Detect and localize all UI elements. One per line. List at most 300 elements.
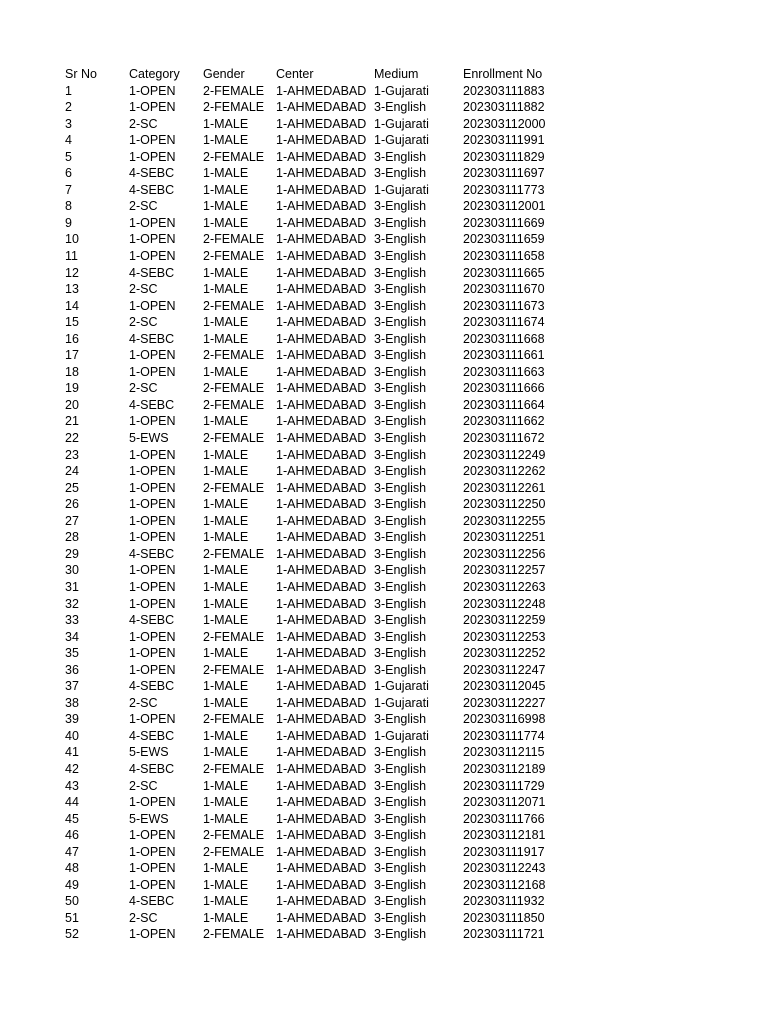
sr-no-cell: 43	[65, 778, 79, 793]
sr-no-cell: 37	[65, 679, 79, 694]
table-row	[65, 926, 563, 943]
sr-no-cell: 19	[65, 381, 79, 396]
table-row	[65, 844, 563, 861]
header-row	[65, 66, 563, 83]
category-cell: 1-OPEN	[129, 149, 176, 164]
gender-cell: 1-MALE	[203, 530, 249, 545]
enrollment-no-cell: 202303111882	[463, 100, 545, 115]
category-cell: 1-OPEN	[129, 927, 176, 942]
category-cell: 1-OPEN	[129, 348, 176, 363]
enrollment-no-cell: 202303111673	[463, 298, 545, 313]
gender-cell: 1-MALE	[203, 464, 249, 479]
table-row	[65, 132, 563, 149]
table-row	[65, 215, 563, 232]
table-row	[65, 331, 563, 348]
sr-no-cell: 18	[65, 364, 79, 379]
enrollment-no-cell: 202303111658	[463, 249, 545, 264]
category-cell: 4-SEBC	[129, 728, 175, 743]
medium-cell: 3-English	[374, 331, 427, 346]
enrollment-no-cell: 202303112248	[463, 596, 546, 611]
medium-cell: 3-English	[374, 397, 427, 412]
medium-cell: 3-English	[374, 530, 427, 545]
category-cell: 1-OPEN	[129, 83, 176, 98]
enrollment-no-cell: 202303111661	[463, 348, 545, 363]
sr-no-cell: 49	[65, 877, 79, 892]
table-row	[65, 827, 563, 844]
enrollment-no-cell: 202303112250	[463, 497, 546, 512]
medium-cell: 3-English	[374, 761, 427, 776]
gender-cell: 1-MALE	[203, 910, 249, 925]
sr-no-cell: 28	[65, 530, 79, 545]
header-medium: Medium	[374, 67, 419, 81]
category-cell: 1-OPEN	[129, 215, 176, 230]
category-cell: 1-OPEN	[129, 100, 176, 115]
enrollment-no-cell: 202303111917	[463, 844, 545, 859]
category-cell: 1-OPEN	[129, 249, 176, 264]
table-row	[65, 413, 563, 430]
table-row	[65, 695, 563, 712]
medium-cell: 1-Gujarati	[374, 679, 429, 694]
center-cell: 1-AHMEDABAD	[276, 927, 367, 942]
center-cell: 1-AHMEDABAD	[276, 563, 367, 578]
center-cell: 1-AHMEDABAD	[276, 828, 367, 843]
gender-cell: 2-FEMALE	[203, 348, 265, 363]
medium-cell: 3-English	[374, 828, 427, 843]
medium-cell: 3-English	[374, 662, 427, 677]
center-cell: 1-AHMEDABAD	[276, 381, 367, 396]
medium-cell: 3-English	[374, 431, 427, 446]
medium-cell: 3-English	[374, 596, 427, 611]
center-cell: 1-AHMEDABAD	[276, 877, 367, 892]
center-cell: 1-AHMEDABAD	[276, 215, 367, 230]
center-cell: 1-AHMEDABAD	[276, 861, 367, 876]
medium-cell: 3-English	[374, 563, 427, 578]
table-row	[65, 480, 563, 497]
category-cell: 1-OPEN	[129, 596, 176, 611]
gender-cell: 2-FEMALE	[203, 546, 265, 561]
sr-no-cell: 36	[65, 662, 79, 677]
sr-no-cell: 22	[65, 431, 79, 446]
gender-cell: 2-FEMALE	[203, 844, 265, 859]
category-cell: 2-SC	[129, 778, 158, 793]
medium-cell: 3-English	[374, 265, 427, 280]
sr-no-cell: 20	[65, 397, 79, 412]
gender-cell: 1-MALE	[203, 861, 249, 876]
sr-no-cell: 34	[65, 629, 79, 644]
enrollment-no-cell: 202303111721	[463, 927, 545, 942]
center-cell: 1-AHMEDABAD	[276, 811, 367, 826]
enrollment-no-cell: 202303116998	[463, 712, 546, 727]
center-cell: 1-AHMEDABAD	[276, 83, 367, 98]
sr-no-cell: 4	[65, 133, 72, 148]
center-cell: 1-AHMEDABAD	[276, 133, 367, 148]
category-cell: 1-OPEN	[129, 513, 176, 528]
category-cell: 1-OPEN	[129, 480, 176, 495]
sr-no-cell: 5	[65, 149, 72, 164]
table-row	[65, 298, 563, 315]
sr-no-cell: 1	[65, 83, 72, 98]
category-cell: 1-OPEN	[129, 530, 176, 545]
medium-cell: 3-English	[374, 910, 427, 925]
gender-cell: 1-MALE	[203, 563, 249, 578]
sr-no-cell: 8	[65, 199, 72, 214]
medium-cell: 3-English	[374, 795, 427, 810]
enrollment-no-cell: 202303111932	[463, 894, 545, 909]
enrollment-no-cell: 202303111666	[463, 381, 545, 396]
medium-cell: 3-English	[374, 315, 427, 330]
medium-cell: 3-English	[374, 546, 427, 561]
table-row	[65, 397, 563, 414]
sr-no-cell: 27	[65, 513, 79, 528]
medium-cell: 3-English	[374, 613, 427, 628]
table-row	[65, 877, 563, 894]
gender-cell: 1-MALE	[203, 282, 249, 297]
gender-cell: 2-FEMALE	[203, 662, 265, 677]
medium-cell: 1-Gujarati	[374, 83, 429, 98]
sr-no-cell: 42	[65, 761, 79, 776]
sr-no-cell: 10	[65, 232, 79, 247]
sr-no-cell: 44	[65, 795, 79, 810]
category-cell: 2-SC	[129, 695, 158, 710]
sr-no-cell: 41	[65, 745, 79, 760]
gender-cell: 1-MALE	[203, 811, 249, 826]
category-cell: 4-SEBC	[129, 331, 175, 346]
center-cell: 1-AHMEDABAD	[276, 778, 367, 793]
gender-cell: 1-MALE	[203, 894, 249, 909]
enrollment-no-cell: 202303112243	[463, 861, 546, 876]
table-row	[65, 612, 563, 629]
sr-no-cell: 33	[65, 613, 79, 628]
enrollment-no-cell: 202303112189	[463, 761, 546, 776]
center-cell: 1-AHMEDABAD	[276, 364, 367, 379]
center-cell: 1-AHMEDABAD	[276, 712, 367, 727]
center-cell: 1-AHMEDABAD	[276, 331, 367, 346]
gender-cell: 1-MALE	[203, 579, 249, 594]
table-row	[65, 579, 563, 596]
center-cell: 1-AHMEDABAD	[276, 414, 367, 429]
sr-no-cell: 11	[65, 249, 78, 264]
enrollment-no-cell: 202303112259	[463, 613, 546, 628]
enrollment-no-cell: 202303112168	[463, 877, 546, 892]
gender-cell: 1-MALE	[203, 166, 249, 181]
gender-cell: 1-MALE	[203, 513, 249, 528]
medium-cell: 3-English	[374, 414, 427, 429]
category-cell: 1-OPEN	[129, 464, 176, 479]
table-row	[65, 182, 563, 199]
center-cell: 1-AHMEDABAD	[276, 795, 367, 810]
enrollment-no-cell: 202303111664	[463, 397, 545, 412]
enrollment-no-cell: 202303112249	[463, 447, 546, 462]
table-row	[65, 678, 563, 695]
sr-no-cell: 13	[65, 282, 79, 297]
enrollment-no-cell: 202303111672	[463, 431, 545, 446]
category-cell: 4-SEBC	[129, 166, 175, 181]
center-cell: 1-AHMEDABAD	[276, 397, 367, 412]
gender-cell: 2-FEMALE	[203, 828, 265, 843]
table-row	[65, 546, 563, 563]
table-row	[65, 860, 563, 877]
table-row	[65, 496, 563, 513]
enrollment-no-cell: 202303111674	[463, 315, 545, 330]
sr-no-cell: 9	[65, 215, 72, 230]
category-cell: 1-OPEN	[129, 662, 176, 677]
category-cell: 2-SC	[129, 282, 158, 297]
medium-cell: 3-English	[374, 100, 427, 115]
medium-cell: 3-English	[374, 149, 427, 164]
sr-no-cell: 47	[65, 844, 79, 859]
sr-no-cell: 14	[65, 298, 79, 313]
category-cell: 1-OPEN	[129, 414, 176, 429]
center-cell: 1-AHMEDABAD	[276, 761, 367, 776]
sr-no-cell: 31	[65, 579, 79, 594]
category-cell: 1-OPEN	[129, 133, 176, 148]
gender-cell: 1-MALE	[203, 877, 249, 892]
sr-no-cell: 32	[65, 596, 79, 611]
gender-cell: 2-FEMALE	[203, 100, 265, 115]
table-row	[65, 430, 563, 447]
enrollment-no-cell: 202303111663	[463, 364, 545, 379]
enrollment-no-cell: 202303112045	[463, 679, 546, 694]
enrollment-no-cell: 202303112261	[463, 480, 546, 495]
sr-no-cell: 40	[65, 728, 79, 743]
category-cell: 1-OPEN	[129, 497, 176, 512]
gender-cell: 1-MALE	[203, 745, 249, 760]
table-row	[65, 711, 563, 728]
gender-cell: 1-MALE	[203, 679, 249, 694]
center-cell: 1-AHMEDABAD	[276, 431, 367, 446]
spreadsheet-sheet	[65, 66, 563, 943]
category-cell: 1-OPEN	[129, 232, 176, 247]
table-row	[65, 198, 563, 215]
sr-no-cell: 52	[65, 927, 79, 942]
category-cell: 1-OPEN	[129, 861, 176, 876]
center-cell: 1-AHMEDABAD	[276, 265, 367, 280]
sr-no-cell: 51	[65, 910, 79, 925]
enrollment-no-cell: 202303112001	[463, 199, 546, 214]
enrollment-no-cell: 202303111670	[463, 282, 545, 297]
center-cell: 1-AHMEDABAD	[276, 447, 367, 462]
center-cell: 1-AHMEDABAD	[276, 728, 367, 743]
enrollment-no-cell: 202303111774	[463, 728, 545, 743]
category-cell: 5-EWS	[129, 811, 169, 826]
header-category: Category	[129, 67, 180, 81]
table-row	[65, 562, 563, 579]
enrollment-no-cell: 202303112252	[463, 646, 546, 661]
gender-cell: 1-MALE	[203, 331, 249, 346]
gender-cell: 2-FEMALE	[203, 149, 265, 164]
center-cell: 1-AHMEDABAD	[276, 596, 367, 611]
medium-cell: 3-English	[374, 298, 427, 313]
medium-cell: 3-English	[374, 745, 427, 760]
center-cell: 1-AHMEDABAD	[276, 182, 367, 197]
center-cell: 1-AHMEDABAD	[276, 166, 367, 181]
gender-cell: 1-MALE	[203, 795, 249, 810]
sr-no-cell: 17	[65, 348, 79, 363]
gender-cell: 1-MALE	[203, 215, 249, 230]
center-cell: 1-AHMEDABAD	[276, 116, 367, 131]
gender-cell: 1-MALE	[203, 728, 249, 743]
gender-cell: 1-MALE	[203, 596, 249, 611]
center-cell: 1-AHMEDABAD	[276, 497, 367, 512]
category-cell: 4-SEBC	[129, 894, 175, 909]
enrollment-no-cell: 202303112227	[463, 695, 546, 710]
gender-cell: 2-FEMALE	[203, 232, 265, 247]
enrollment-no-cell: 202303112247	[463, 662, 546, 677]
category-cell: 1-OPEN	[129, 563, 176, 578]
category-cell: 1-OPEN	[129, 828, 176, 843]
sr-no-cell: 23	[65, 447, 79, 462]
medium-cell: 3-English	[374, 464, 427, 479]
table-row	[65, 380, 563, 397]
center-cell: 1-AHMEDABAD	[276, 100, 367, 115]
enrollment-table	[65, 66, 563, 943]
gender-cell: 1-MALE	[203, 447, 249, 462]
center-cell: 1-AHMEDABAD	[276, 695, 367, 710]
category-cell: 4-SEBC	[129, 182, 175, 197]
center-cell: 1-AHMEDABAD	[276, 348, 367, 363]
table-body	[65, 83, 563, 943]
enrollment-no-cell: 202303111669	[463, 215, 545, 230]
center-cell: 1-AHMEDABAD	[276, 894, 367, 909]
medium-cell: 1-Gujarati	[374, 116, 429, 131]
category-cell: 4-SEBC	[129, 397, 175, 412]
center-cell: 1-AHMEDABAD	[276, 679, 367, 694]
enrollment-no-cell: 202303112071	[463, 795, 546, 810]
enrollment-no-cell: 202303112251	[463, 530, 546, 545]
gender-cell: 1-MALE	[203, 613, 249, 628]
sr-no-cell: 35	[65, 646, 79, 661]
category-cell: 5-EWS	[129, 745, 169, 760]
category-cell: 1-OPEN	[129, 795, 176, 810]
gender-cell: 1-MALE	[203, 497, 249, 512]
center-cell: 1-AHMEDABAD	[276, 232, 367, 247]
center-cell: 1-AHMEDABAD	[276, 629, 367, 644]
gender-cell: 2-FEMALE	[203, 629, 265, 644]
medium-cell: 3-English	[374, 480, 427, 495]
table-row	[65, 99, 563, 116]
enrollment-no-cell: 202303112263	[463, 579, 546, 594]
sr-no-cell: 12	[65, 265, 79, 280]
medium-cell: 3-English	[374, 199, 427, 214]
sr-no-cell: 45	[65, 811, 79, 826]
category-cell: 1-OPEN	[129, 364, 176, 379]
center-cell: 1-AHMEDABAD	[276, 546, 367, 561]
medium-cell: 3-English	[374, 381, 427, 396]
table-row	[65, 364, 563, 381]
enrollment-no-cell: 202303111850	[463, 910, 545, 925]
category-cell: 4-SEBC	[129, 679, 175, 694]
center-cell: 1-AHMEDABAD	[276, 513, 367, 528]
category-cell: 1-OPEN	[129, 579, 176, 594]
center-cell: 1-AHMEDABAD	[276, 282, 367, 297]
table-row	[65, 529, 563, 546]
table-row	[65, 165, 563, 182]
header-enrollment-no: Enrollment No	[463, 67, 543, 81]
enrollment-no-cell: 202303112256	[463, 546, 546, 561]
gender-cell: 2-FEMALE	[203, 381, 265, 396]
enrollment-no-cell: 202303112257	[463, 563, 546, 578]
sr-no-cell: 46	[65, 828, 79, 843]
category-cell: 1-OPEN	[129, 629, 176, 644]
table-row	[65, 149, 563, 166]
enrollment-no-cell: 202303111883	[463, 83, 545, 98]
table-row	[65, 248, 563, 265]
sr-no-cell: 29	[65, 546, 79, 561]
enrollment-no-cell: 202303111668	[463, 331, 545, 346]
table-row	[65, 314, 563, 331]
gender-cell: 1-MALE	[203, 315, 249, 330]
gender-cell: 2-FEMALE	[203, 712, 265, 727]
center-cell: 1-AHMEDABAD	[276, 910, 367, 925]
category-cell: 2-SC	[129, 116, 158, 131]
gender-cell: 1-MALE	[203, 646, 249, 661]
gender-cell: 2-FEMALE	[203, 83, 265, 98]
gender-cell: 2-FEMALE	[203, 480, 265, 495]
center-cell: 1-AHMEDABAD	[276, 249, 367, 264]
center-cell: 1-AHMEDABAD	[276, 844, 367, 859]
medium-cell: 3-English	[374, 927, 427, 942]
medium-cell: 3-English	[374, 629, 427, 644]
table-row	[65, 811, 563, 828]
table-row	[65, 761, 563, 778]
medium-cell: 3-English	[374, 364, 427, 379]
sr-no-cell: 3	[65, 116, 72, 131]
medium-cell: 3-English	[374, 778, 427, 793]
table-row	[65, 893, 563, 910]
gender-cell: 2-FEMALE	[203, 761, 265, 776]
enrollment-no-cell: 202303112181	[463, 828, 546, 843]
medium-cell: 3-English	[374, 861, 427, 876]
sr-no-cell: 6	[65, 166, 72, 181]
table-row	[65, 265, 563, 282]
enrollment-no-cell: 202303111662	[463, 414, 545, 429]
medium-cell: 3-English	[374, 712, 427, 727]
table-row	[65, 645, 563, 662]
category-cell: 4-SEBC	[129, 761, 175, 776]
center-cell: 1-AHMEDABAD	[276, 530, 367, 545]
category-cell: 1-OPEN	[129, 646, 176, 661]
enrollment-no-cell: 202303112255	[463, 513, 546, 528]
category-cell: 1-OPEN	[129, 447, 176, 462]
gender-cell: 2-FEMALE	[203, 927, 265, 942]
medium-cell: 3-English	[374, 249, 427, 264]
enrollment-no-cell: 202303111697	[463, 166, 545, 181]
medium-cell: 1-Gujarati	[374, 182, 429, 197]
center-cell: 1-AHMEDABAD	[276, 315, 367, 330]
medium-cell: 3-English	[374, 232, 427, 247]
sr-no-cell: 7	[65, 182, 72, 197]
gender-cell: 1-MALE	[203, 414, 249, 429]
enrollment-no-cell: 202303111766	[463, 811, 545, 826]
gender-cell: 1-MALE	[203, 695, 249, 710]
header-center: Center	[276, 67, 314, 81]
gender-cell: 1-MALE	[203, 133, 249, 148]
sr-no-cell: 30	[65, 563, 79, 578]
medium-cell: 3-English	[374, 894, 427, 909]
enrollment-no-cell: 202303111665	[463, 265, 545, 280]
center-cell: 1-AHMEDABAD	[276, 745, 367, 760]
medium-cell: 3-English	[374, 844, 427, 859]
category-cell: 2-SC	[129, 199, 158, 214]
sr-no-cell: 21	[65, 414, 79, 429]
medium-cell: 3-English	[374, 348, 427, 363]
table-row	[65, 231, 563, 248]
enrollment-no-cell: 202303112262	[463, 464, 546, 479]
center-cell: 1-AHMEDABAD	[276, 199, 367, 214]
sr-no-cell: 24	[65, 464, 79, 479]
enrollment-no-cell: 202303111991	[463, 133, 545, 148]
enrollment-no-cell: 202303111773	[463, 182, 545, 197]
